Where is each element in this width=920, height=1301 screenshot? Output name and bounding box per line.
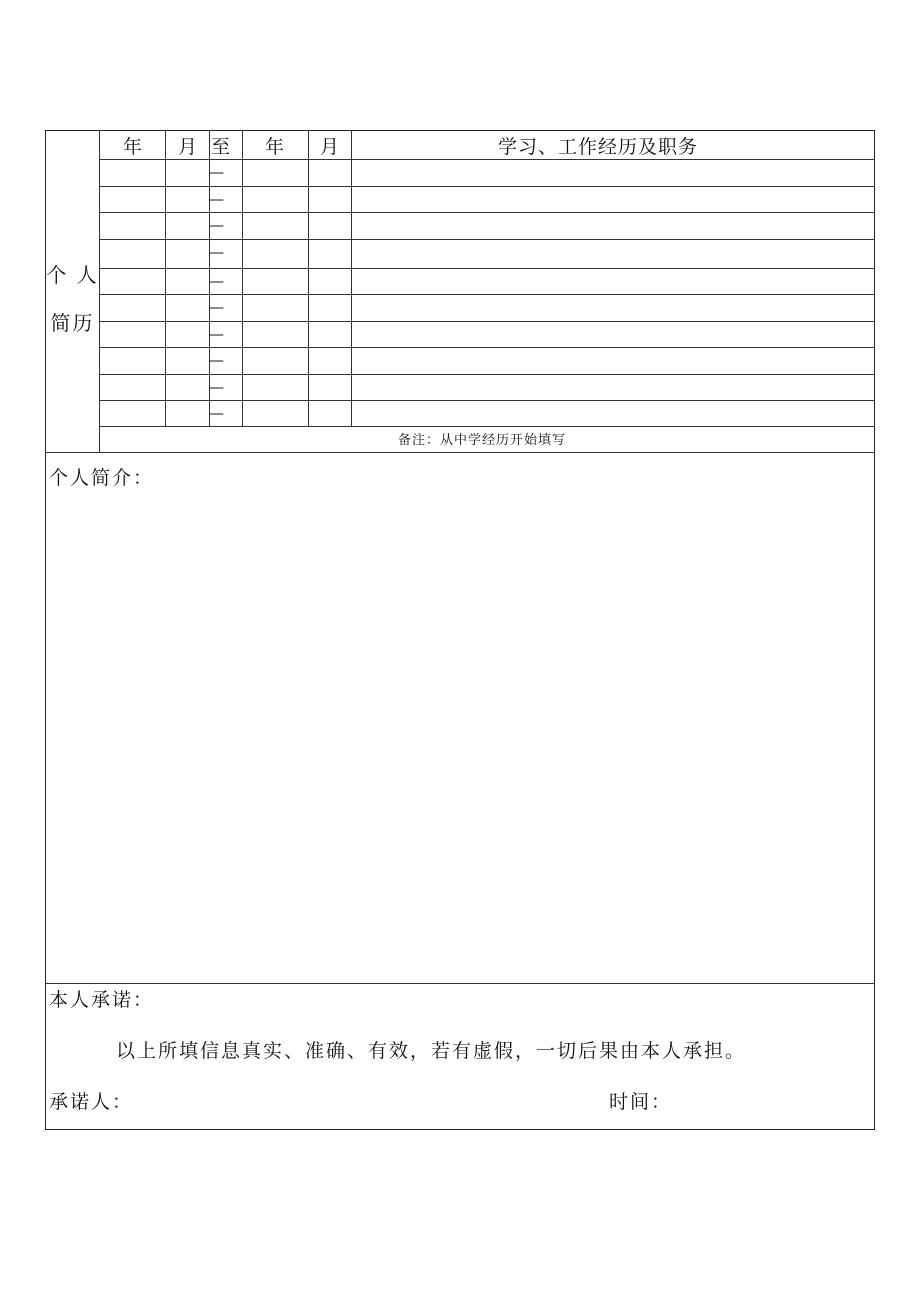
intro-label: 个人简介： xyxy=(49,467,155,489)
row-line-3 xyxy=(99,212,875,213)
row-dash-1: — xyxy=(209,163,224,181)
pledge-label: 本人承诺： xyxy=(49,989,155,1011)
col-divider-month-desc xyxy=(351,131,352,426)
row-dash-10: — xyxy=(209,404,224,422)
pledge-statement: 以上所填信息真实、准确、有效，若有虚假，一切后果由本人承担。 xyxy=(116,1040,747,1062)
row-line-4 xyxy=(99,239,875,240)
header-to: 至 xyxy=(211,136,231,158)
resume-note: 备注：从中学经历开始填写 xyxy=(398,433,567,448)
intro-pledge-separator xyxy=(46,983,875,984)
row-line-10 xyxy=(99,400,875,401)
row-line-9 xyxy=(99,374,875,375)
header-year-end: 年 xyxy=(265,136,285,158)
col-divider-to-year xyxy=(242,131,243,426)
col-divider-year-month2 xyxy=(308,131,309,426)
col-divider-year-month xyxy=(165,131,166,426)
row-dash-3: — xyxy=(209,216,224,234)
row-line-8 xyxy=(99,347,875,348)
header-year-start: 年 xyxy=(123,136,143,158)
row-dash-2: — xyxy=(209,190,224,208)
header-month-start: 月 xyxy=(178,136,198,158)
resume-section-label-line1: 个 人 xyxy=(46,263,99,287)
resume-intro-separator xyxy=(46,452,875,453)
row-line-11 xyxy=(99,426,875,427)
row-line-5 xyxy=(99,268,875,269)
row-dash-8: — xyxy=(209,351,224,369)
intro-content-area[interactable] xyxy=(46,496,875,976)
time-label: 时间： xyxy=(609,1091,673,1113)
resume-form xyxy=(45,130,875,1130)
row-dash-7: — xyxy=(209,325,224,343)
header-month-end: 月 xyxy=(320,136,340,158)
row-dash-5: — xyxy=(209,272,224,290)
signer-label: 承诺人： xyxy=(49,1091,134,1113)
row-dash-9: — xyxy=(209,378,224,396)
row-dash-4: — xyxy=(209,243,224,261)
header-description: 学习、工作经历及职务 xyxy=(498,136,699,158)
row-line-2 xyxy=(99,186,875,187)
resume-section-label-line2: 简历 xyxy=(50,311,95,335)
row-dash-6: — xyxy=(209,298,224,316)
row-line-6 xyxy=(99,294,875,295)
label-column-divider xyxy=(99,131,100,452)
row-line-7 xyxy=(99,321,875,322)
row-line-1 xyxy=(99,159,875,160)
